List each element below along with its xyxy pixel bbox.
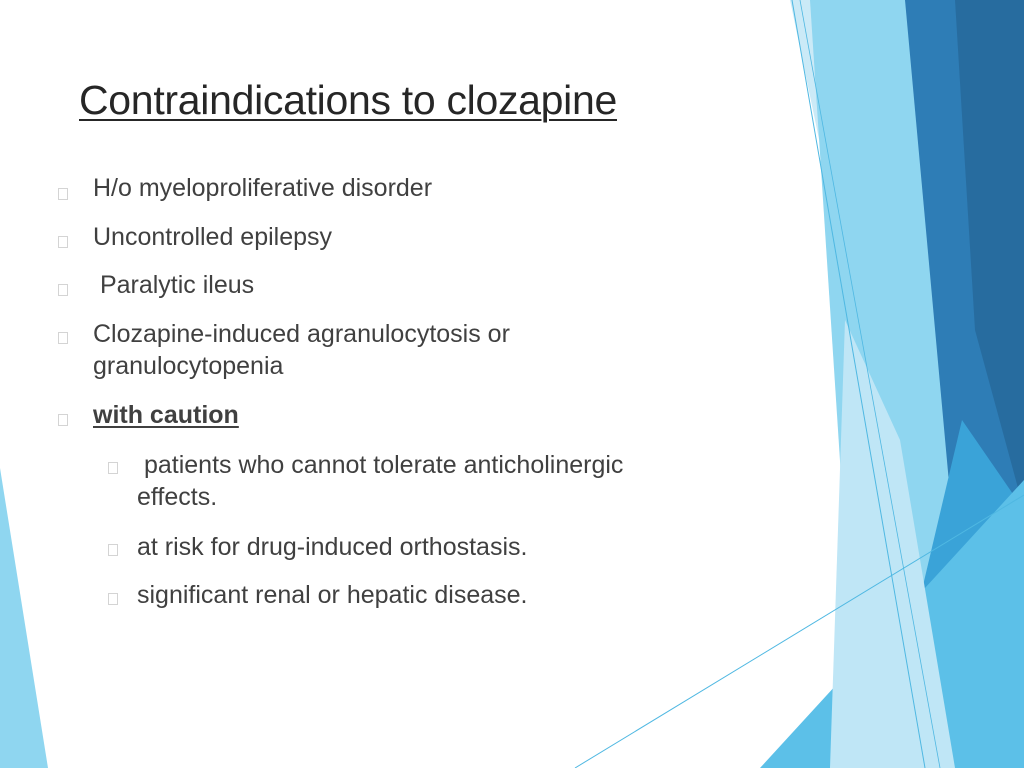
- bullet-item: Uncontrolled epilepsy: [93, 223, 333, 251]
- square-bullet-icon: [108, 462, 118, 474]
- bullet-item: H/o myeloproliferative disorder: [93, 174, 433, 202]
- bullet-item: Paralytic ileus: [93, 271, 255, 299]
- sub-bullet-item: at risk for drug-induced orthostasis.: [137, 533, 528, 561]
- square-bullet-icon: [58, 188, 68, 200]
- bullet-item-emphasis: with caution: [93, 401, 239, 429]
- left-accent-shape: [0, 468, 48, 768]
- bullet-item: Clozapine-induced agranulocytosis or granulocytopenia: [93, 320, 510, 380]
- square-bullet-icon: [108, 544, 118, 556]
- sub-bullet-item: significant renal or hepatic disease.: [137, 581, 528, 609]
- square-bullet-icon: [58, 332, 68, 344]
- slide-title: Contraindications to clozapine: [79, 77, 617, 123]
- square-bullet-icon: [58, 414, 68, 426]
- square-bullet-icon: [58, 284, 68, 296]
- sub-bullet-item: patients who cannot tolerate anticholinergic effects.: [137, 451, 631, 511]
- square-bullet-icon: [108, 593, 118, 605]
- square-bullet-icon: [58, 236, 68, 248]
